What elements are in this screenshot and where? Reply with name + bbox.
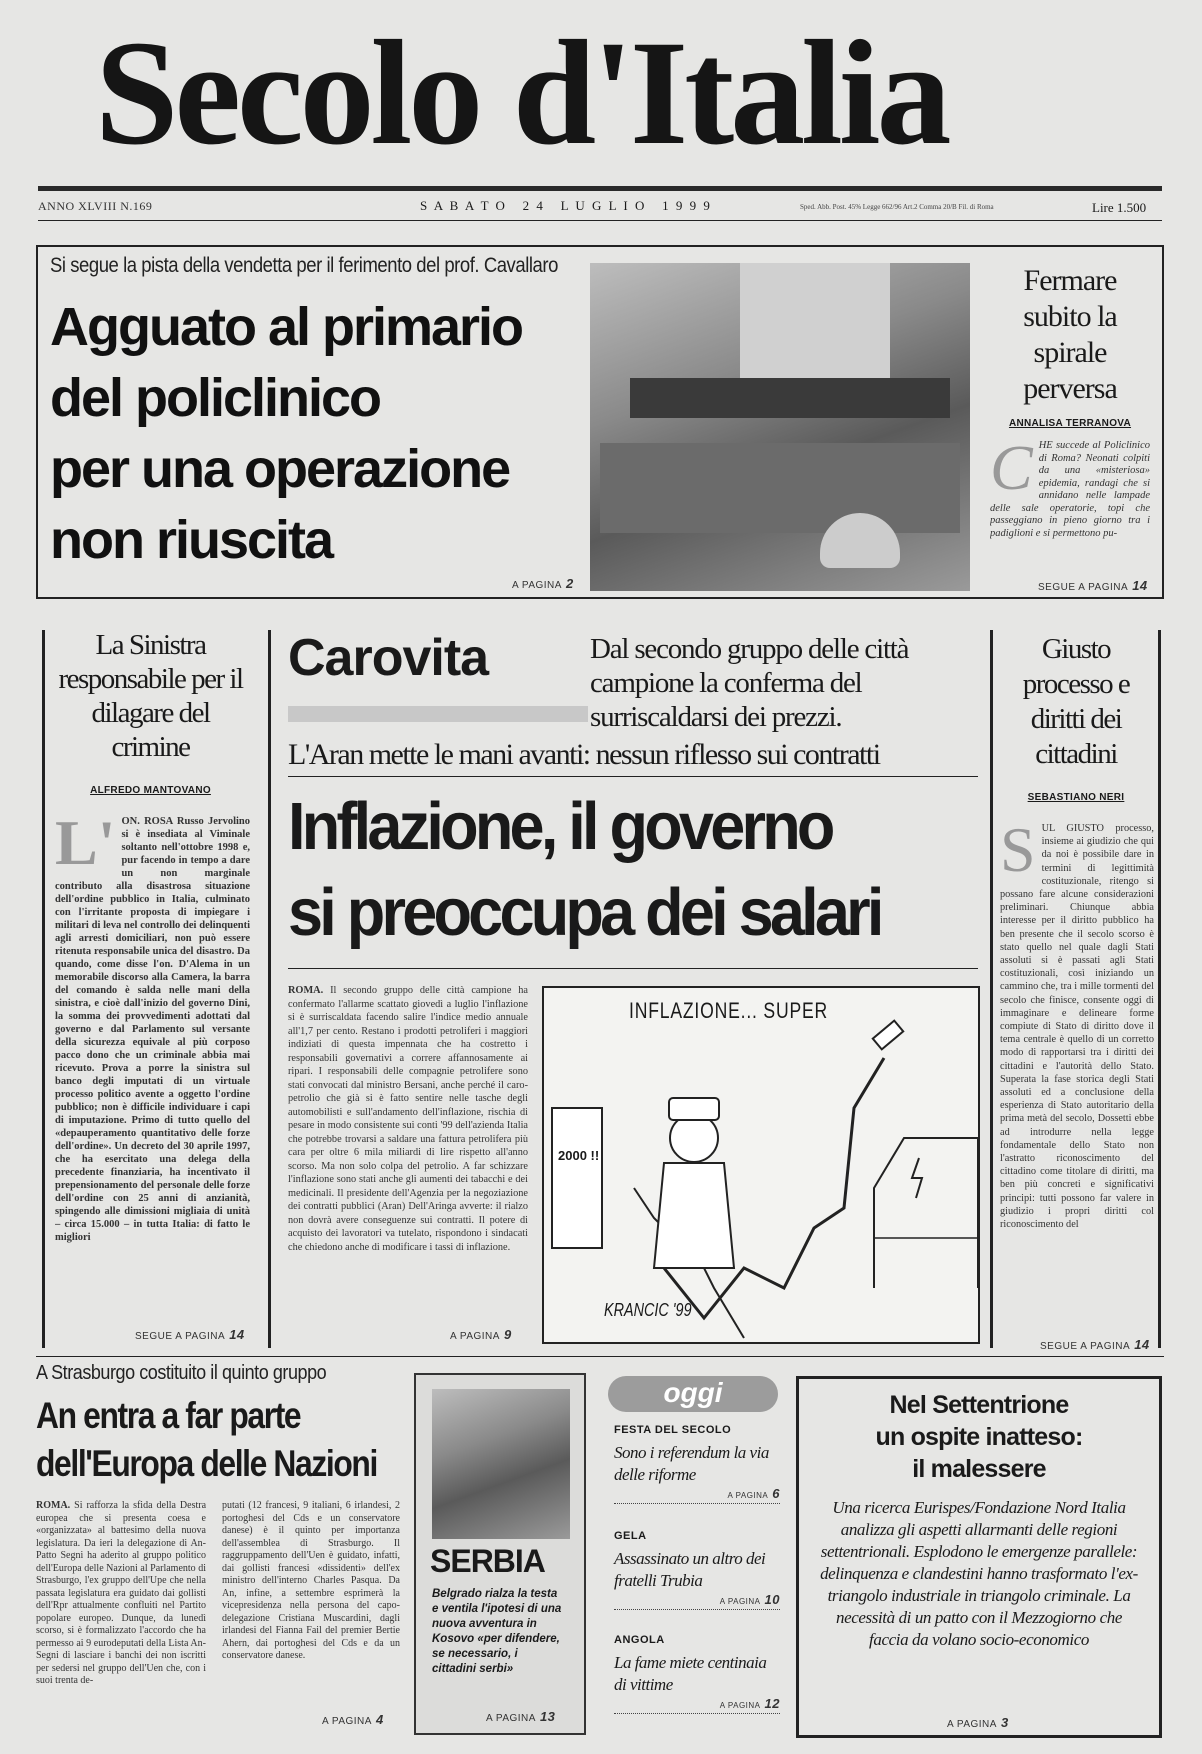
center-subhead: L'Aran mette le mani avanti: nessun riflesso sui contratti: [288, 738, 880, 771]
oggi-item-label: GELA: [614, 1530, 647, 1542]
cartoon-drawing: [544, 988, 978, 1342]
masthead-title: Secolo d'Italia: [95, 10, 948, 176]
oggi-item-text: La fame miete centinaia di vittime: [614, 1653, 767, 1694]
left-column-headline[interactable]: La Sinistra responsabile per il dilagare del crimine: [58, 629, 243, 763]
carovita-text: Dal secondo gruppo delle città campione la conferma del surriscaldarsi dei prezzi.: [590, 633, 909, 733]
drop-cap: C: [990, 440, 1033, 503]
drop-cap: S: [1000, 822, 1036, 885]
price: Lire 1.500: [1092, 200, 1147, 215]
photo-crowd: [600, 443, 960, 533]
top-story-headline[interactable]: [50, 292, 590, 576]
hospital-photo: [590, 263, 970, 591]
center-page-ref[interactable]: [450, 1327, 512, 1342]
page-ref-number: 13: [539, 1709, 556, 1724]
center-subhead-rule: [288, 776, 978, 777]
top-headline-line-4: non riuscita: [50, 510, 333, 570]
oggi-item-2[interactable]: [614, 1530, 780, 1610]
page-ref-label: A PAGINA: [719, 1701, 761, 1710]
right-column-headline[interactable]: Giusto processo e diritti dei cittadini: [1022, 633, 1130, 770]
body-text: UL GIUSTO processo, insieme ai giudizio che qui da noi è possibile dare in termini di legittimità costituzionale, ritengo si possano fare alcune considerazioni preliminari. Chiunque abbia interesse per il diritto pubblico ha ben presente che il secolo scorso è stato quello nel quale dagli Stati assoluti si è passati agli Stati costituzionali, così iniziando un cammino che, tra i mille tormenti del secolo che finisce, consente oggi di immaginare e delineare forme compiute di Stato di diritto dove il tema centrale è quello di un corretto modo di rapportarsi tra i diritti dei cittadini e l'autorità dello Stato. Superata la fase storica degli Stati assoluti ed a conclusione della esperienza di Stato autoritario della prima metà del secolo, Dossetti ebbe ad introdurre nella legge fondamentale dello Stato non l'astratto riconoscimento del cittadino come titolare di diritti, ma ben più concreti e significativi principi: tutti possono far valere in giudizio i propri diritti col riconoscimento del: [1000, 823, 1154, 1231]
oggi-item-1[interactable]: [614, 1424, 780, 1504]
left-column-rule: [42, 630, 45, 1348]
page-ref-number: 6: [772, 1486, 780, 1501]
drop-cap: L': [55, 815, 116, 878]
left-column-page-ref[interactable]: [135, 1327, 245, 1342]
page-ref-label: A PAGINA: [322, 1716, 372, 1727]
bottom-left-headline-line-1: An entra a far parte: [36, 1395, 301, 1436]
page-ref-number: 14: [1132, 578, 1148, 593]
page-ref-label: A PAGINA: [727, 1491, 769, 1500]
masthead-bottom-rule: [38, 220, 1162, 221]
worker-body: [654, 1163, 734, 1268]
editorial-right-body: [990, 440, 1150, 560]
bottom-left-page-ref[interactable]: [322, 1712, 384, 1727]
car-outline: [874, 1138, 978, 1288]
cartoon-signature: KRANCIC '99: [604, 1300, 692, 1320]
center-headline-rule: [288, 968, 978, 969]
postal-info: Sped. Abb. Post. 45% Legge 662/96 Art.2 Comma 20/B Fil. di Roma: [800, 203, 994, 211]
issue-number: ANNO XLVIII N.169: [38, 199, 153, 213]
page-ref-number: 2: [565, 576, 574, 591]
page-ref-number: 3: [1000, 1715, 1009, 1730]
oggi-item-page-ref: [614, 1592, 780, 1610]
top-headline-line-3: per una operazione: [50, 439, 510, 499]
top-story-page-ref[interactable]: [512, 576, 574, 591]
center-headline[interactable]: [288, 784, 946, 956]
bottom-left-body-col-1: [36, 1500, 206, 1718]
center-left-rule: [268, 630, 271, 1348]
center-headline-line-1: Inflazione, il governo: [288, 789, 832, 864]
page-ref-label: A PAGINA: [512, 580, 562, 591]
page-ref-label: A PAGINA: [450, 1331, 500, 1342]
bottom-left-headline-line-2: dell'Europa delle Nazioni: [36, 1443, 377, 1484]
middle-section-bottom-rule: [36, 1356, 1164, 1357]
serbia-title: SERBIA: [430, 1543, 545, 1579]
dateline: ROMA.: [288, 985, 324, 996]
car-lightning-icon: [912, 1158, 922, 1198]
page-ref-label: A PAGINA: [947, 1719, 997, 1730]
dateline: ROMA.: [36, 1500, 71, 1511]
page-ref-label: A PAGINA: [486, 1713, 536, 1724]
left-column-body: [55, 815, 250, 1340]
right-column-rule-left: [990, 630, 993, 1348]
worker-head: [670, 1114, 718, 1162]
inflation-cartoon: [542, 986, 980, 1344]
body-text: putati (12 francesi, 9 italiani, 6 irlandesi, 2 portoghesi del Cds e un conservatore danese) è il quinto per importanza dell'assemblea di Strasburgo. Il raggruppamento dell'Uen è guidato, infatti, dai gollisti francesi «dissidenti» dell'ex ministro dell'interno Charles Pasqua. Da An, infine, a settembre esprimerà la vicepresidenza nella persona del capo-delegazione Cristiana Muscardini, dagli irlandesi del Fianna Fail del premier Bertie Ahern, dai portoghesi del Cds e da un conservatore danese.: [222, 1500, 400, 1661]
worker-cap: [669, 1098, 719, 1120]
gas-pump: [552, 1108, 602, 1248]
bottom-right-text: Una ricerca Eurispes/Fondazione Nord Italia analizza gli aspetti allarmanti delle regioni settentrionali. Esplodono le emergenze parallele: delinquenza e clandestini hanno trasformato l'ex-triangolo industriale in triangolo criminale. La necessità di un patto con il Mezzogiorno che faccia da volano socio-economico: [820, 1498, 1138, 1649]
top-story-kicker: Si segue la pista della vendetta per il ferimento del prof. Cavallaro: [50, 254, 558, 277]
photo-building: [740, 263, 890, 383]
carovita-bar: [288, 706, 588, 722]
bottom-right-page-ref[interactable]: [947, 1715, 1009, 1730]
left-column-byline: ALFREDO MANTOVANO: [90, 785, 211, 796]
bottom-right-box[interactable]: [796, 1376, 1162, 1738]
right-column-byline: SEBASTIANO NERI: [1027, 792, 1125, 803]
cartoon-caption: INFLAZIONE... SUPER: [629, 998, 829, 1023]
page-ref-number: 12: [764, 1696, 780, 1711]
page-ref-number: 4: [375, 1712, 384, 1727]
oggi-item-page-ref: [614, 1696, 780, 1714]
editorial-right-headline[interactable]: Fermare subito la spirale perversa: [1023, 264, 1117, 405]
oggi-item-text: Assassinato un altro dei fratelli Trubia: [614, 1549, 766, 1590]
bottom-left-body-col-2: [222, 1500, 400, 1710]
oggi-item-label: FESTA DEL SECOLO: [614, 1424, 732, 1436]
oggi-box: [604, 1376, 784, 1738]
serbia-text: Belgrado rialza la testa e ventila l'ipotesi di una nuova avventura in Kosovo «per difendere, se necessario, i cittadini serbi»: [432, 1588, 562, 1675]
cartoon-pump-label: 2000 !!: [558, 1148, 600, 1163]
bottom-right-headline-line-3: il malessere: [912, 1455, 1046, 1483]
page-ref-label: SEGUE A PAGINA: [1038, 582, 1129, 593]
page-ref-label: SEGUE A PAGINA: [1040, 1341, 1131, 1352]
body-text: Si rafforza la sfida della Destra europea che si presenta coesa e «organizzata» al battesimo della nuova legislatura. Da ieri la delegazione di An-Patto Segni ha aderito al gruppo politico dell'Europa delle Nazioni al Parlamento di Strasburgo, l'ex gruppo dell'Upe che nella passata legislatura era guidato dai gollisti dell'Rpr attualmente confluiti nel Partito popolare europeo. Dunque, da lunedì scorso, si è formalizzato l'accordo che ha permesso ai 9 eurodeputati della Lista An-Segni di lasciare i banchi dei non iscritti per sedersi nel gruppo dell'Uen che, con i suoi trenta de-: [36, 1500, 206, 1686]
page-ref-number: 10: [764, 1592, 780, 1607]
center-headline-line-2: si preoccupa dei salari: [288, 875, 881, 950]
right-column-page-ref[interactable]: [1040, 1337, 1150, 1352]
oggi-item-page-ref: [614, 1486, 780, 1504]
editorial-right-byline: ANNALISA TERRANOVA: [1008, 418, 1132, 429]
editorial-right-page-ref[interactable]: [1038, 578, 1148, 593]
pump-nozzle: [873, 1021, 903, 1050]
body-text: HE succede al Policlinico di Roma? Neonati colpiti da una «misteriosa» epidemia, randagi che si annidano nelle lampade delle sale operatorie, topi che passeggiano in pieno giorno tra i padiglioni e si permettono pu-: [990, 440, 1150, 539]
page-ref-label: SEGUE A PAGINA: [135, 1331, 226, 1342]
photo-canopy: [630, 378, 950, 418]
page-ref-label: A PAGINA: [719, 1597, 761, 1606]
bottom-right-headline: [799, 1389, 1159, 1485]
page-ref-number: 14: [229, 1327, 245, 1342]
masthead-top-rule: [38, 186, 1162, 191]
oggi-item-label: ANGOLA: [614, 1634, 665, 1646]
top-headline-line-2: del policlinico: [50, 368, 381, 428]
oggi-item-text: Sono i referendum la via delle riforme: [614, 1443, 769, 1484]
bottom-right-headline-line-2: un ospite inatteso:: [875, 1423, 1083, 1451]
body-text: ON. ROSA Russo Jervolino si è insediata al Viminale soltanto nell'ottobre 1998 e, pur facendo in tempo a dare un non marginale contributo alla disastrosa situazione dell'ordine pubblico in Italia, culminato con l'irritante proposta di impiegare i militari di leva nel controllo dei delinquenti agli arresti domiciliari, non può essere ritenuta responsabile unica del disastro. Da quando, come disse l'on. D'Alema in un memorabile discorso alla Camera, la barra del comando è salda nelle mani della sinistra, e cioè dall'inizio del governo Dini, la somma dei provvedimenti adottati dal governo e dal Parlamento sul versante della sicurezza equivale al più corposo pacco dono che un criminale abbia mai ricevuto. Prova a porre la sinistra sul banco degli imputati di un virtuale processo politico avente a oggetto l'ordine pubblico; non è difficile individuare i capi di imputazione. Primo di tutto quello del «depauperamento quantitativo delle forze dell'ordine». Un decreto del 30 aprile 1997, che ha esercitato una delega della precedente finanziaria, ha incentivato il prepensionamento del personale delle forze dell'ordine con 25 anni di anzianità, spingendo alle dimissioni migliaia di unità – circa 15.000 – in tutta Italia: di fatto le migliori: [55, 816, 250, 1243]
right-column-body: [1000, 822, 1154, 1322]
page-ref-number: 9: [503, 1327, 512, 1342]
bottom-right-headline-line-1: Nel Settentrione: [889, 1391, 1069, 1419]
issue-date: S A B A T O 2 4 L U G L I O 1 9 9 9: [420, 198, 712, 213]
tank-photo: [432, 1389, 570, 1539]
top-headline-line-1: Agguato al primario: [50, 297, 523, 357]
oggi-title: oggi: [608, 1376, 778, 1412]
body-text: Il secondo gruppo delle città campione ha confermato l'allarme scattato giovedì a luglio l'inflazione si è surriscaldata facendo salire l'indice medio annuale all'1,7 per cento. Restano i prodotti petroliferi i maggiori indiziati di questa impennata che ha costretto i responsabili governativi a correre affannosamente ai ripari. I responsabili delle compagnie petrolifere sono stati convocati dal ministro Bersani, anche perché il caro-petrolio che già si è fatto sentire nelle tasche degli automobilisti e sull'andamento dell'inflazione, rischia di pesare in modo consistente sui conti '99 dell'azienda Italia che potrebbe trovarsi a saldare una fattura petrolifera più cara per oltre 6 mila miliardi di lire rispetto all'anno scorso. Ma non solo colpa del petrolio. A far schizzare l'inflazione sono stati anche gli aumenti dei tabacchi e dei medicinali. Il presidente dell'Agenzia per la negoziazione dei contratti pubblici (Aran) Dell'Aringa avverte: il rialzo non dovrà avere conseguenze sui contratti. Il potere di acquisto dei lavoratori va tutelato, rispondono i sindacati che chiedono anche di modificare i tassi di inflazione.: [288, 985, 528, 1253]
right-column-rule-right: [1158, 630, 1161, 1348]
page-ref-number: 14: [1134, 1337, 1150, 1352]
carovita-kicker: Carovita: [288, 629, 489, 687]
oggi-item-3[interactable]: [614, 1634, 780, 1714]
serbia-box[interactable]: [414, 1373, 586, 1735]
bottom-left-kicker: A Strasburgo costituito il quinto gruppo: [36, 1362, 327, 1384]
center-body: [288, 984, 528, 1324]
serbia-page-ref[interactable]: [486, 1709, 555, 1724]
bottom-left-headline[interactable]: [36, 1392, 380, 1488]
